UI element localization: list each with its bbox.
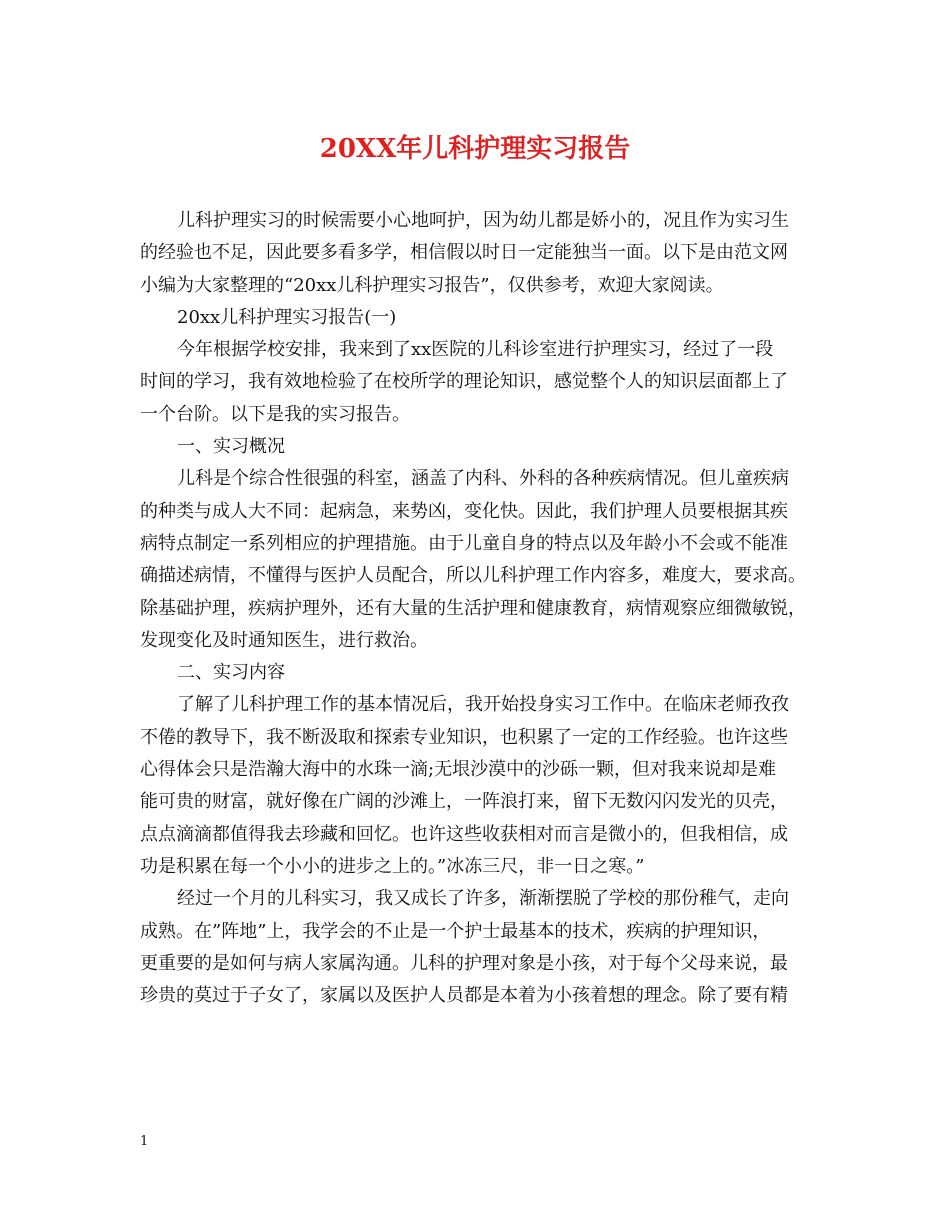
- text-line: 能可贵的财富，就好像在广阔的沙滩上，一阵浪打来，留下无数闪闪发光的贝壳，: [140, 791, 788, 813]
- text-line: 病特点制定一系列相应的护理措施。由于儿童自身的特点以及年龄小不会或不能准: [140, 532, 788, 554]
- text-line: 功是积累在每一个小小的进步之上的。”冰冻三尺，非一日之寒。”: [140, 855, 645, 877]
- text-line: 时间的学习，我有效地检验了在校所学的理论知识，感觉整个人的知识层面都上了: [140, 371, 788, 393]
- document-title: 20XX年儿科护理实习报告: [319, 134, 631, 164]
- text-line: 二、实习内容: [177, 662, 285, 684]
- text-line: 今年根据学校安排，我来到了xx医院的儿科诊室进行护理实习，经过了一段: [177, 339, 774, 361]
- text-line: 一个台阶。以下是我的实习报告。: [140, 403, 410, 425]
- text-line: 的种类与成人大不同：起病急，来势凶，变化快。因此，我们护理人员要根据其疾: [140, 500, 788, 522]
- text-line: 了解了儿科护理工作的基本情况后，我开始投身实习工作中。在临床老师孜孜: [177, 694, 789, 716]
- document-body: [140, 205, 830, 1012]
- text-line: 更重要的是如何与病人家属沟通。儿科的护理对象是小孩，对于每个父母来说，最: [140, 952, 788, 974]
- text-line: 成熟。在”阵地”上，我学会的不止是一个护士最基本的技术，疾病的护理知识，: [140, 920, 771, 942]
- text-line: 确描述病情，不懂得与医护人员配合，所以儿科护理工作内容多，难度大，要求高。: [140, 565, 806, 587]
- page-number: 1: [140, 1134, 149, 1149]
- text-line: 发现变化及时通知医生，进行救治。: [140, 629, 428, 651]
- text-line: 一、实习概况: [177, 436, 285, 458]
- text-line: 儿科护理实习的时候需要小心地呵护，因为幼儿都是娇小的，况且作为实习生: [177, 210, 789, 231]
- text-line: 不倦的教导下，我不断汲取和探索专业知识，也积累了一定的工作经验。也许这些: [140, 726, 788, 748]
- text-line: 点点滴滴都值得我去珍藏和回忆。也许这些收获相对而言是微小的，但我相信，成: [140, 823, 788, 845]
- text-line: 20xx儿科护理实习报告(一): [177, 306, 397, 328]
- text-line: 小编为大家整理的“20xx儿科护理实习报告”，仅供参考，欢迎大家阅读。: [140, 274, 724, 296]
- text-line: 经过一个月的儿科实习，我又成长了许多，渐渐摆脱了学校的那份稚气，走向: [177, 888, 789, 910]
- text-line: 心得体会只是浩瀚大海中的水珠一滴;无垠沙漠中的沙砾一颗，但对我来说却是难: [140, 759, 777, 781]
- text-line: 的经验也不足，因此要多看多学，相信假以时日一定能独当一面。以下是由范文网: [140, 242, 788, 264]
- text-line: 除基础护理，疾病护理外，还有大量的生活护理和健康教育，病情观察应细微敏锐，: [140, 597, 806, 619]
- text-line: 儿科是个综合性很强的科室，涵盖了内科、外科的各种疾病情况。但儿童疾病: [177, 468, 789, 490]
- text-line: 珍贵的莫过于子女了，家属以及医护人员都是本着为小孩着想的理念。除了要有精: [140, 985, 788, 1007]
